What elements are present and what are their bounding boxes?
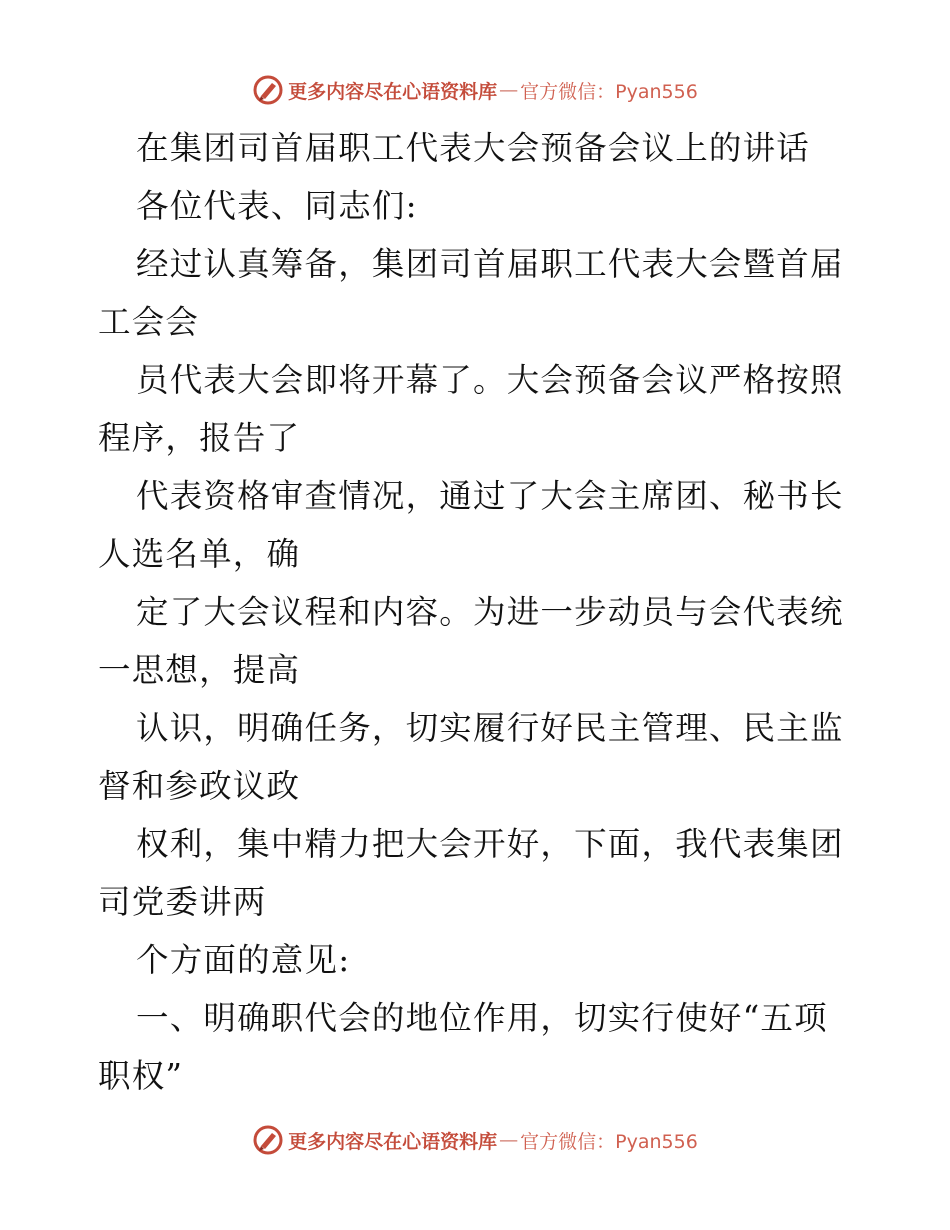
body-line: 司党委讲两 — [98, 883, 267, 921]
watermark-text: 更多内容尽在心语资料库 — [288, 1130, 498, 1153]
document-body — [98, 119, 858, 1105]
body-line: 工会会 — [98, 303, 200, 341]
watermark-text: 更多内容尽在心语资料库 — [288, 80, 498, 103]
body-line: 程序，报告了 — [98, 419, 301, 457]
body-line: 权利，集中精力把大会开好，下面，我代表集团 — [136, 825, 844, 863]
document-title: 在集团司首届职工代表大会预备会议上的讲话 — [136, 129, 811, 167]
footer-watermark — [0, 1120, 950, 1160]
body-line: 经过认真筹备，集团司首届职工代表大会暨首届 — [136, 245, 844, 283]
body-line: 认识，明确任务，切实履行好民主管理、民主监 — [136, 709, 844, 747]
body-line: 定了大会议程和内容。为进一步动员与会代表统 — [136, 593, 844, 631]
section-heading: 一、明确职代会的地位作用，切实行使好“五项 — [136, 999, 828, 1037]
body-line: 个方面的意见: — [136, 941, 351, 979]
watermark-dash: — — [499, 79, 519, 101]
pen-logo-icon — [252, 74, 284, 106]
watermark-dash: — — [499, 1129, 519, 1151]
body-line: 代表资格审查情况，通过了大会主席团、秘书长 — [136, 477, 844, 515]
pen-logo-icon — [252, 1124, 284, 1156]
body-line: 一思想，提高 — [98, 651, 301, 689]
watermark-contact: 官方微信：Pyan556 — [520, 80, 698, 103]
body-line: 员代表大会即将开幕了。大会预备会议严格按照 — [136, 361, 844, 399]
header-watermark — [0, 70, 950, 110]
body-line: 督和参政议政 — [98, 767, 301, 805]
body-line: 人选名单，确 — [98, 535, 301, 573]
watermark-contact: 官方微信：Pyan556 — [520, 1130, 698, 1153]
salutation: 各位代表、同志们: — [136, 187, 418, 225]
section-heading-cont: 职权” — [98, 1057, 184, 1095]
